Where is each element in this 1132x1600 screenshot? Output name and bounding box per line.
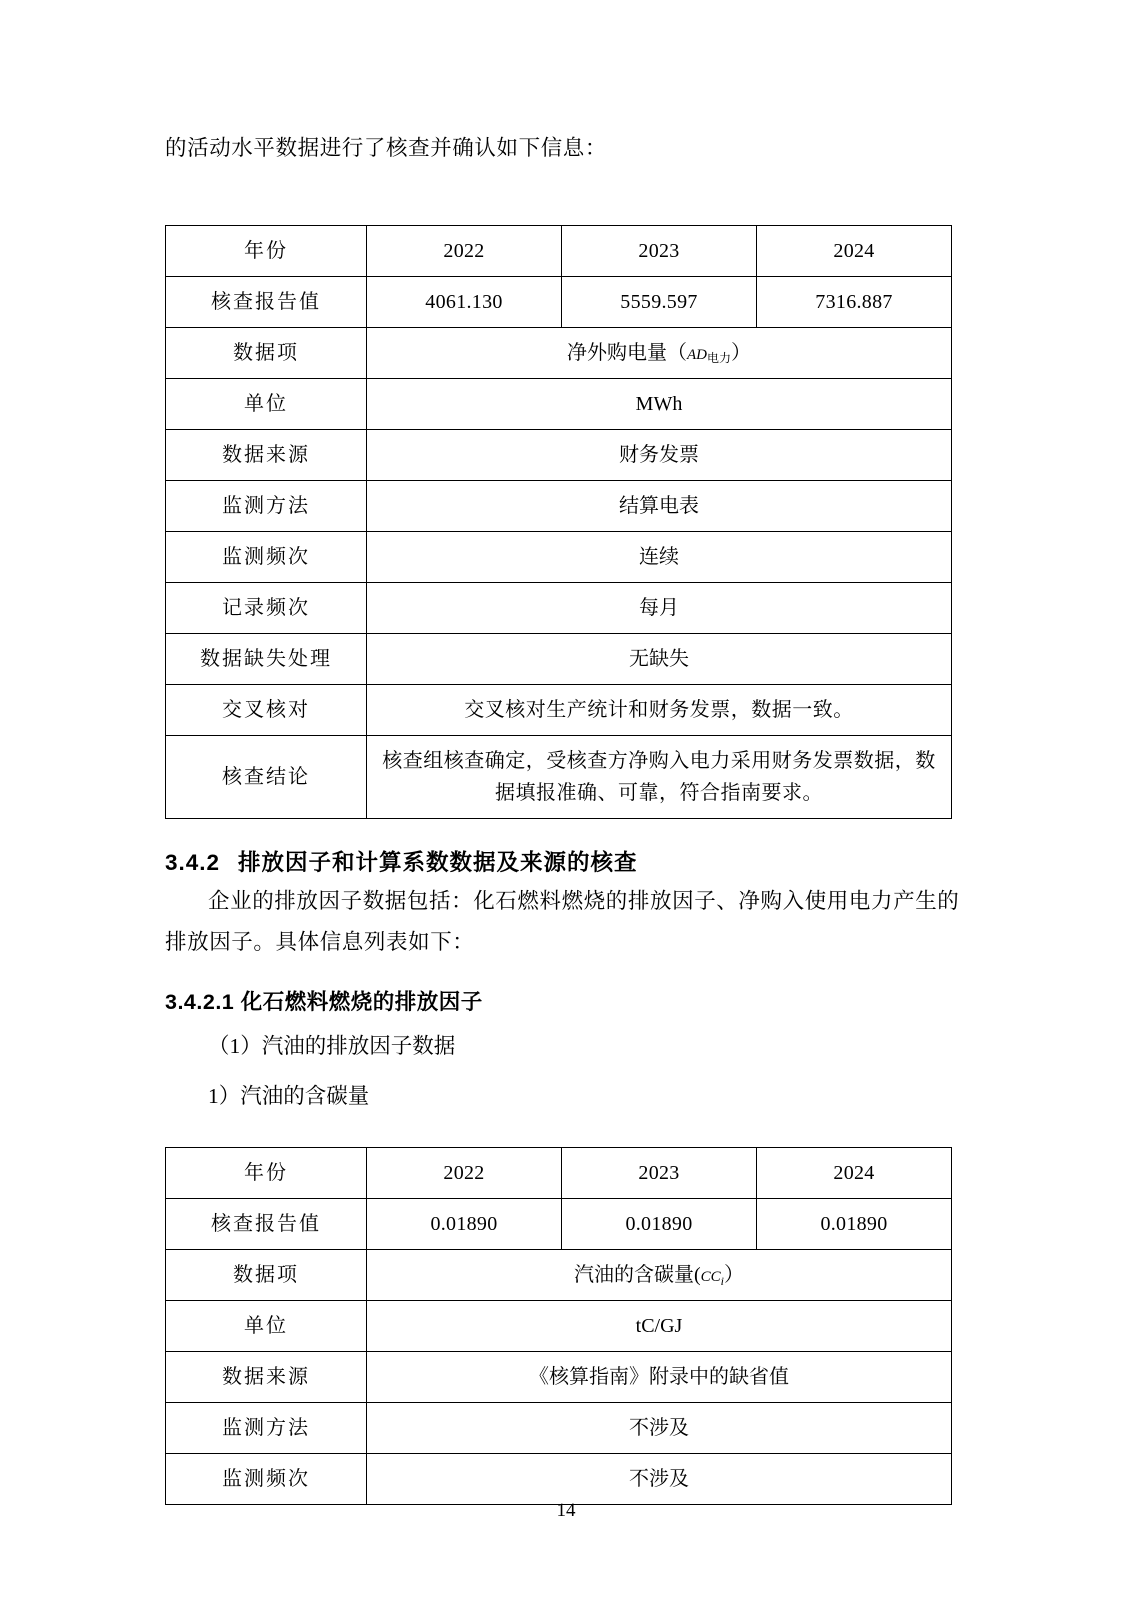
- row-value: 《核算指南》附录中的缺省值: [367, 1352, 952, 1403]
- row-value: 财务发票: [367, 429, 952, 480]
- row-value: tC/GJ: [367, 1301, 952, 1352]
- row-value: 核查组核查确定，受核查方净购入电力采用财务发票数据，数据填报准确、可靠，符合指南要求。: [367, 735, 952, 818]
- table-row: [166, 378, 952, 429]
- row-value: 0.01890: [562, 1199, 757, 1250]
- row-value: 5559.597: [562, 276, 757, 327]
- row-value: 交叉核对生产统计和财务发票，数据一致。: [367, 684, 952, 735]
- row-value: 7316.887: [757, 276, 952, 327]
- row-value: 2024: [757, 1148, 952, 1199]
- row-label: 交叉核对: [166, 684, 367, 735]
- row-label: 数据来源: [166, 429, 367, 480]
- subsection-heading: 3.4.2.1 化石燃料燃烧的排放因子: [165, 989, 483, 1014]
- row-label: 单位: [166, 378, 367, 429]
- list-item-1-1: 1）汽油的含碳量: [208, 1084, 370, 1109]
- row-value: 4061.130: [367, 276, 562, 327]
- row-label: 年份: [166, 1148, 367, 1199]
- table-row: [166, 480, 952, 531]
- row-label: 年份: [166, 225, 367, 276]
- row-value: 2023: [562, 225, 757, 276]
- section-heading-number: 3.4.2: [165, 849, 221, 875]
- row-label: 单位: [166, 1301, 367, 1352]
- table-row: [166, 684, 952, 735]
- table-row: [166, 735, 952, 818]
- table-row: [166, 582, 952, 633]
- row-value-data-item: 汽油的含碳量$(CC_i)$: [367, 1250, 952, 1301]
- row-label: 核查结论: [166, 735, 367, 818]
- row-value: 2023: [562, 1148, 757, 1199]
- table-row: [166, 1352, 952, 1403]
- row-label: 数据项: [166, 327, 367, 378]
- row-value: 0.01890: [367, 1199, 562, 1250]
- table-row: [166, 327, 952, 378]
- row-value-data-item: 净外购电量（AD电力）: [367, 327, 952, 378]
- carbon-content-table: [165, 1147, 952, 1505]
- row-value: 无缺失: [367, 633, 952, 684]
- section-heading-title: 排放因子和计算系数数据及来源的核查: [238, 849, 638, 875]
- table-row: [166, 276, 952, 327]
- activity-data-table-wrapper: [165, 225, 972, 819]
- row-label: 监测方法: [166, 1403, 367, 1454]
- table-row: [166, 531, 952, 582]
- row-value: 连续: [367, 531, 952, 582]
- table-row: [166, 1199, 952, 1250]
- table-row: [166, 1454, 952, 1505]
- page-number: 14: [556, 1500, 576, 1521]
- table-row: [166, 1301, 952, 1352]
- row-value: 每月: [367, 582, 952, 633]
- row-label: 数据项: [166, 1250, 367, 1301]
- table-row: [166, 1250, 952, 1301]
- carbon-content-table-wrapper: [165, 1147, 972, 1505]
- table-row: [166, 1148, 952, 1199]
- row-value: 2022: [367, 225, 562, 276]
- row-value: 结算电表: [367, 480, 952, 531]
- list-item-1: （1）汽油的排放因子数据: [208, 1033, 456, 1058]
- table-row: [166, 1403, 952, 1454]
- activity-data-table: [165, 225, 952, 819]
- table-row: [166, 633, 952, 684]
- intro-paragraph: 的活动水平数据进行了核查并确认如下信息：: [165, 136, 608, 160]
- row-value: 不涉及: [367, 1454, 952, 1505]
- row-value: 2022: [367, 1148, 562, 1199]
- row-label: 监测频次: [166, 531, 367, 582]
- row-value: 0.01890: [757, 1199, 952, 1250]
- row-label: 记录频次: [166, 582, 367, 633]
- row-value: 不涉及: [367, 1403, 952, 1454]
- row-value: 2024: [757, 225, 952, 276]
- section-body-paragraph: 企业的排放因子数据包括：化石燃料燃烧的排放因子、净购入使用电力产生的排放因子。具体信息列表如下：: [165, 888, 960, 954]
- row-label: 监测频次: [166, 1454, 367, 1505]
- row-label: 数据来源: [166, 1352, 367, 1403]
- section-heading: [165, 845, 972, 877]
- row-value: MWh: [367, 378, 952, 429]
- row-label: 核查报告值: [166, 276, 367, 327]
- row-label: 数据缺失处理: [166, 633, 367, 684]
- row-label: 核查报告值: [166, 1199, 367, 1250]
- table-row: [166, 225, 952, 276]
- row-label: 监测方法: [166, 480, 367, 531]
- table-row: [166, 429, 952, 480]
